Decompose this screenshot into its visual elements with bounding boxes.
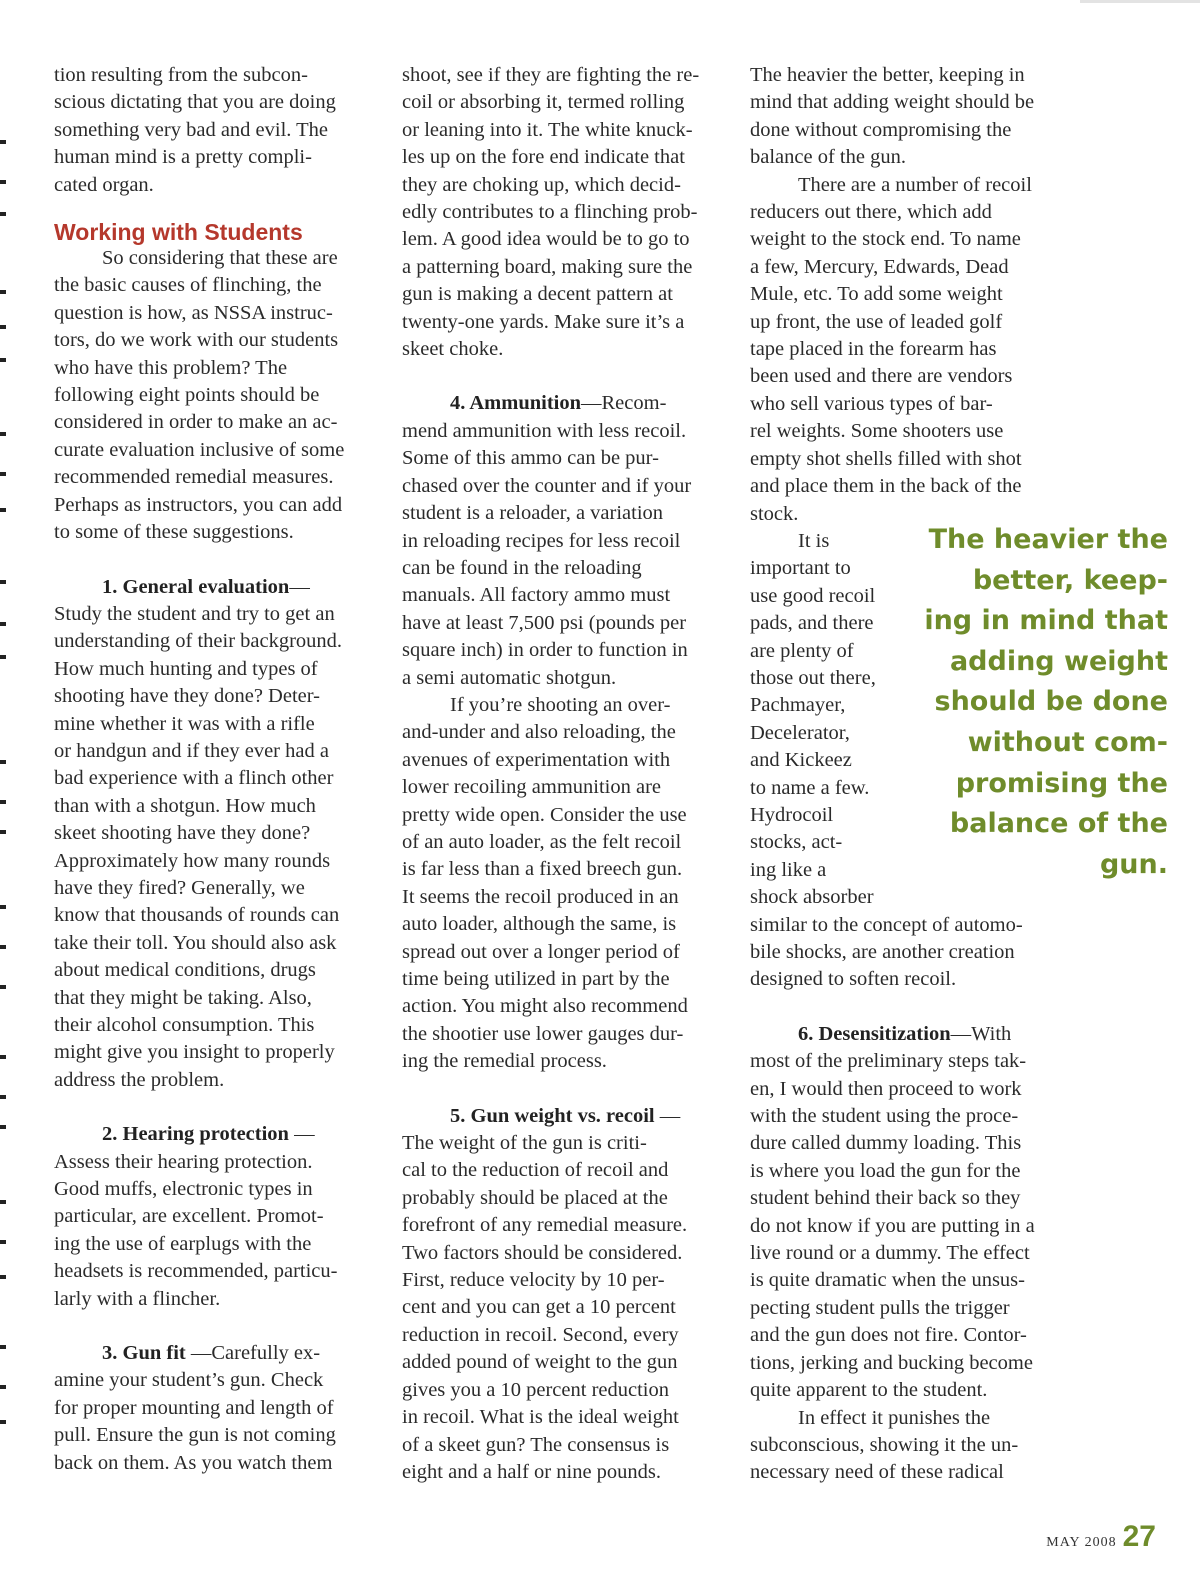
text-line: How much hunting and types of: [54, 657, 318, 680]
text-line: and Kickeez: [750, 749, 852, 772]
text-line: are plenty of: [750, 639, 854, 662]
text-line: shock absorber: [750, 886, 874, 909]
text-line: understanding of their background.: [54, 630, 343, 653]
col3-text-b: [750, 172, 1035, 528]
text-line: Good muffs, electronic types in: [54, 1178, 313, 1201]
text-line: they are choking up, which decid-: [402, 173, 681, 196]
text-line: auto loader, although the same, is: [402, 913, 677, 936]
text-line: most of the preliminary steps tak-: [750, 1050, 1027, 1073]
text-line: There are a number of recoil: [798, 173, 1032, 196]
col3-text-a: [750, 62, 1035, 172]
text-line: bile shocks, are another creation: [750, 941, 1015, 963]
item-4-paragraph: 4. Ammunition—Recom- mend ammunition with less recoil. Some of this ammo can be pur- chased over the counter and if your student is a reloader, a variation in reloading recipes for less recoil can be found in the reloading manuals. All factory ammo must have at least 7,500 psi (pounds per square inch) in order to function in a semi automatic shotgun.: [402, 390, 699, 691]
text-line: headsets is recommended, particu-: [54, 1260, 338, 1283]
text-line: who have this problem? The: [54, 356, 288, 379]
text-line: quite apparent to the student.: [750, 1379, 988, 1402]
col3-text-d: [750, 1405, 1035, 1487]
text-line: Approximately how many rounds: [54, 849, 331, 872]
text-line: a semi automatic shotgun.: [402, 666, 617, 689]
text-line: ing in mind that: [924, 605, 1168, 637]
text-line: gives you a 10 percent reduction: [402, 1378, 669, 1401]
text-line: better, keep-: [972, 564, 1168, 596]
text-line: their alcohol consumption. This: [54, 1014, 315, 1036]
text-line: that they might be taking. Also,: [54, 986, 312, 1009]
text-line: back on them. As you watch them: [54, 1451, 333, 1474]
text-line: forefront of any remedial measure.: [402, 1214, 688, 1237]
col2-text-a: [402, 62, 699, 363]
text-line: and the gun does not fire. Contor-: [750, 1324, 1027, 1347]
item-5-paragraph: 5. Gun weight vs. recoil — The weight of the gun is criti- cal to the reduction of recoil and probably should be placed at the forefront of any remedial measure. Two factors should be considered. First, reduce velocity by 10 per- cent and you can get a 10 percent reduction in recoil. Second, every added pound of weight to the gun gives you a 10 percent reduction in recoil. What is the ideal weight of a skeet gun? The consensus is eight and a half or nine pounds.: [402, 1103, 699, 1487]
text-line: mind that adding weight should be: [750, 91, 1035, 114]
text-line: can be found in the reloading: [402, 556, 642, 579]
text-line: square inch) in order to function in: [402, 639, 688, 662]
text-line: address the problem.: [54, 1068, 225, 1091]
column-1: [54, 62, 344, 1477]
text-line: human mind is a pretty compli-: [54, 146, 312, 169]
text-line: ing the use of earplugs with the: [54, 1232, 312, 1255]
page-number: 27: [1122, 1520, 1156, 1553]
text-line: shoot, see if they are fighting the re-: [402, 64, 700, 86]
col1-text-b: [54, 245, 344, 546]
text-line: skeet choke.: [402, 338, 504, 361]
text-line: gun.: [1099, 848, 1168, 880]
text-line: is where you load the gun for the: [750, 1159, 1021, 1182]
text-line: designed to soften recoil.: [750, 968, 957, 991]
text-line: spread out over a longer period of: [402, 940, 680, 963]
text-line: do not know if you are putting in a: [750, 1214, 1035, 1237]
item-6-paragraph: 6. Desensitization—With most of the preliminary steps tak- en, I would then proceed to work with the student using the proce- dure called dummy loading. This is where you load the gun for the student behind their back so they do not know if you are putting in a live round or a dummy. The effect is quite dramatic when the unsus- pecting student pulls the trigger and the gun does not fire. Contor- tions, jerking and bucking become quite apparent to the student.: [750, 1021, 1035, 1405]
text-line: is quite dramatic when the unsus-: [750, 1269, 1025, 1292]
text-line: adding weight: [949, 645, 1168, 677]
text-line: necessary need of these radical: [750, 1461, 1004, 1484]
text-line: The heavier the: [928, 524, 1168, 555]
text-line: The heavier the better, keeping in: [750, 64, 1025, 86]
text-line: tion resulting from the subcon-: [54, 64, 308, 86]
text-line: the basic causes of flinching, the: [54, 274, 322, 297]
text-line: for proper mounting and length of: [54, 1396, 334, 1419]
text-line: and place them in the back of the: [750, 475, 1022, 498]
item-1-paragraph: 1. General evaluation— Study the student and try to get an understanding of their background. How much hunting and types of shooting have they done? Deter- mine whether it was with a rifle or handgun and if they ever had a bad experience with a flinch other than with a shotgun. How much skeet shooting have they done? Approximately how many rounds have they fired? Generally, we know that thousands of rounds can take their toll. You should also ask about medical conditions, drugs that they might be taking. Also, their alcohol consumption. This might give you insight to properly address the problem.: [54, 574, 344, 1095]
issue-date: MAY 2008: [1046, 1535, 1117, 1550]
text-line: weight to the stock end. To name: [750, 228, 1021, 251]
text-line: avenues of experimentation with: [402, 748, 671, 771]
text-line: student is a reloader, a variation: [402, 502, 664, 525]
text-line: rel weights. Some shooters use: [750, 420, 1004, 443]
text-line: twenty-one yards. Make sure it’s a: [402, 310, 685, 333]
text-line: So considering that these are: [102, 247, 338, 270]
text-line: First, reduce velocity by 10 per-: [402, 1269, 665, 1292]
text-line: gun is making a decent pattern at: [402, 283, 673, 306]
text-line: live round or a dummy. The effect: [750, 1242, 1030, 1265]
col2-text-b: [402, 692, 699, 1076]
text-line: action. You might also recommend: [402, 995, 688, 1018]
text-line: use good recoil: [750, 584, 876, 607]
text-line: than with a shotgun. How much: [54, 794, 316, 817]
text-line: following eight points should be: [54, 384, 320, 407]
text-line: coil or absorbing it, termed rolling: [402, 91, 685, 114]
text-line: considered in order to make an ac-: [54, 411, 338, 434]
text-line: tape placed in the forearm has: [750, 338, 997, 361]
text-line: cent and you can get a 10 percent: [402, 1296, 676, 1319]
text-line: pads, and there: [750, 612, 874, 635]
text-line: amine your student’s gun. Check: [54, 1369, 324, 1392]
text-line: have at least 7,500 psi (pounds per: [402, 611, 687, 634]
item-1-title: 1. General evaluation: [102, 575, 290, 598]
text-line: lem. A good idea would be to go to: [402, 228, 690, 251]
page-footer: [1046, 1520, 1156, 1554]
text-line: tions, jerking and bucking become: [750, 1351, 1033, 1374]
text-line: tors, do we work with our students: [54, 329, 339, 352]
item-6-title: 6. Desensitization: [798, 1022, 951, 1045]
text-line: of an auto loader, as the felt recoil: [402, 830, 682, 853]
text-line: question is how, as NSSA instruc-: [54, 301, 333, 324]
text-line: In effect it punishes the: [798, 1406, 991, 1429]
text-line: stock.: [750, 502, 799, 525]
text-line: Assess their hearing protection.: [54, 1150, 313, 1173]
text-line: the shootier use lower gauges dur-: [402, 1022, 684, 1045]
text-line: Mule, etc. To add some weight: [750, 283, 1003, 306]
text-line: stocks, act-: [750, 831, 843, 854]
item-2-title: 2. Hearing protection: [102, 1123, 289, 1146]
text-line: scious dictating that you are doing: [54, 91, 336, 114]
text-line: and-under and also reloading, the: [402, 721, 676, 744]
text-line: empty shot shells filled with shot: [750, 447, 1022, 470]
text-line: a few, Mercury, Edwards, Dead: [750, 255, 1009, 278]
text-line: larly with a flincher.: [54, 1287, 221, 1310]
text-line: who sell various types of bar-: [750, 392, 993, 415]
text-line: about medical conditions, drugs: [54, 959, 316, 982]
text-line: with the student using the proce-: [750, 1105, 1019, 1128]
col1-text-a: [54, 62, 344, 199]
text-line: those out there,: [750, 666, 876, 689]
item-3-title: 3. Gun fit: [102, 1342, 186, 1365]
item-2-paragraph: 2. Hearing protection — Assess their hearing protection. Good muffs, electronic types in particular, are excellent. Promot- ing the use of earplugs with the headsets is recommended, particu- larly with a flincher.: [54, 1121, 344, 1313]
text-line: to some of these suggestions.: [54, 521, 294, 544]
item-3-paragraph: 3. Gun fit —Carefully ex- amine your student’s gun. Check for proper mounting and length of pull. Ensure the gun is not coming back on them. As you watch them: [54, 1340, 344, 1477]
text-line: It seems the recoil produced in an: [402, 885, 679, 908]
text-line: probably should be placed at the: [402, 1186, 668, 1209]
text-line: reduction in recoil. Second, every: [402, 1323, 679, 1346]
text-line: Perhaps as instructors, you can add: [54, 493, 343, 516]
text-line: might give you insight to properly: [54, 1041, 335, 1064]
text-line: reducers out there, which add: [750, 201, 992, 224]
text-line: added pound of weight to the gun: [402, 1351, 678, 1374]
text-line: It is: [798, 529, 830, 552]
text-line: Decelerator,: [750, 721, 850, 744]
text-line: lower recoiling ammunition are: [402, 776, 662, 799]
text-line: time being utilized in part by the: [402, 968, 670, 990]
text-line: en, I would then proceed to work: [750, 1077, 1022, 1100]
text-line: Some of this ammo can be pur-: [402, 447, 659, 470]
text-line: chased over the counter and if your: [402, 474, 692, 497]
text-line: cal to the reduction of recoil and: [402, 1159, 669, 1182]
text-line: similar to the concept of automo-: [750, 913, 1023, 936]
text-line: Two factors should be considered.: [402, 1241, 683, 1264]
text-line: ing the remedial process.: [402, 1050, 607, 1073]
text-line: les up on the fore end indicate that: [402, 146, 685, 169]
text-line: of a skeet gun? The consensus is: [402, 1433, 670, 1456]
text-line: should be done: [934, 686, 1168, 718]
text-line: Hydrocoil: [750, 803, 834, 826]
text-line: mend ammunition with less recoil.: [402, 419, 687, 442]
pull-quote: [918, 520, 1168, 885]
text-line: without com-: [967, 726, 1168, 758]
text-line: know that thousands of rounds can: [54, 904, 340, 927]
text-line: Study the student and try to get an: [54, 602, 335, 625]
text-line: a patterning board, making sure the: [402, 255, 693, 278]
text-line: pecting student pulls the trigger: [750, 1296, 1010, 1319]
text-line: cated organ.: [54, 173, 154, 196]
text-line: edly contributes to a flinching prob-: [402, 201, 698, 224]
text-line: balance of the gun.: [750, 146, 906, 169]
text-line: shooting have they done? Deter-: [54, 685, 320, 708]
text-line: in reloading recipes for less recoil: [402, 529, 681, 552]
text-line: pretty wide open. Consider the use: [402, 803, 687, 826]
text-line: subconscious, showing it the un-: [750, 1433, 1019, 1456]
text-line: in recoil. What is the ideal weight: [402, 1406, 679, 1429]
text-line: dure called dummy loading. This: [750, 1132, 1022, 1155]
text-line: If you’re shooting an over-: [450, 693, 671, 716]
text-line: manuals. All factory ammo must: [402, 584, 671, 607]
text-line: eight and a half or nine pounds.: [402, 1460, 662, 1483]
text-line: done without compromising the: [750, 118, 1012, 141]
text-line: up front, the use of leaded golf: [750, 310, 1003, 333]
text-line: particular, are excellent. Promot-: [54, 1205, 324, 1228]
text-line: curate evaluation inclusive of some: [54, 438, 345, 461]
text-line: or handgun and if they ever had a: [54, 739, 329, 762]
text-line: or leaning into it. The white knuck-: [402, 118, 693, 141]
text-line: skeet shooting have they done?: [54, 822, 311, 845]
text-line: bad experience with a flinch other: [54, 767, 334, 790]
text-line: The weight of the gun is criti-: [402, 1132, 647, 1155]
text-line: take their toll. You should also ask: [54, 931, 337, 954]
text-line: student behind their back so they: [750, 1187, 1021, 1210]
section-heading: Working with Students: [54, 219, 303, 246]
text-line: to name a few.: [750, 776, 870, 799]
text-line: ing like a: [750, 858, 827, 881]
text-line: important to: [750, 557, 851, 580]
text-line: something very bad and evil. The: [54, 118, 329, 141]
text-line: recommended remedial measures.: [54, 466, 334, 489]
text-line: balance of the: [949, 808, 1168, 840]
text-line: pull. Ensure the gun is not coming: [54, 1424, 336, 1447]
text-line: promising the: [955, 767, 1168, 799]
text-line: have they fired? Generally, we: [54, 876, 305, 899]
text-line: mine whether it was with a rifle: [54, 712, 315, 735]
text-line: Pachmayer,: [750, 694, 846, 717]
page-edge-rule: [1080, 0, 1200, 3]
text-line: is far less than a fixed breech gun.: [402, 858, 683, 881]
binding-edge-marks: [0, 0, 6, 1596]
column-2: [402, 62, 699, 1486]
text-line: been used and there are vendors: [750, 365, 1013, 388]
item-4-title: 4. Ammunition: [450, 392, 581, 415]
item-5-title: 5. Gun weight vs. recoil: [450, 1104, 655, 1127]
